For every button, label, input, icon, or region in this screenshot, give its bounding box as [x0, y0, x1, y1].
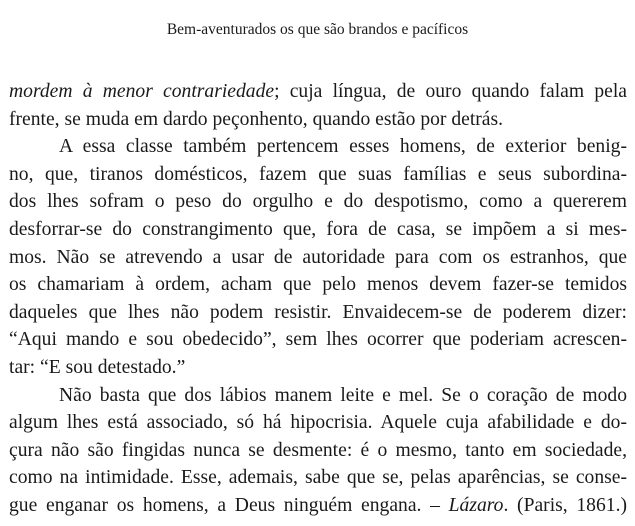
text-line: desforrar-se do constrangimento que, fora de casa, se impõem a si mes-	[9, 218, 627, 240]
text-segment: gue enganar os homens, a Deus ninguém engana. –	[9, 494, 449, 516]
text-segment: ; cuja língua, de ouro quando falam pela	[274, 81, 627, 102]
text-line: çura não são fingidas nunca se desmente: é o mesmo, tanto em sociedade,	[9, 439, 627, 461]
text-line: mos. Não se atrevendo a usar de autoridade para com os estranhos, que	[9, 246, 627, 268]
running-header: Bem-aventurados os que são brandos e pacíficos	[166, 21, 469, 38]
text-line: os chamariam à ordem, acham que pelo menos devem fazer-se temidos	[9, 274, 627, 296]
body-text	[9, 78, 627, 520]
paragraph-2	[9, 133, 627, 381]
text-line: como na intimidade. Esse, ademais, sabe que se, pelas aparências, se conse-	[9, 467, 627, 489]
text-line: Não basta que dos lábios manem leite e mel. Se o coração de modo	[59, 384, 627, 406]
italic-phrase: mordem à menor contrariedade	[9, 81, 275, 102]
source-note: . (Paris, 1861.)	[503, 494, 627, 516]
paragraph-1	[9, 78, 627, 133]
text-line: tar: “E sou detestado.”	[9, 356, 186, 378]
paragraph-3	[9, 382, 627, 520]
text-line: no, que, tiranos domésticos, fazem que suas famílias e seus subordina-	[9, 163, 627, 185]
text-line: daqueles que lhes não podem resistir. Envaidecem-se de poderem dizer:	[9, 301, 627, 323]
text-line: algum lhes está associado, só há hipocrisia. Aquele cuja afabilidade e do-	[9, 412, 627, 434]
text-line: A essa classe também pertencem esses homens, de exterior benig-	[59, 136, 627, 158]
author-signature: Lázaro	[448, 494, 504, 516]
text-line: dos lhes sofram o peso do orgulho e do despotismo, como a quererem	[9, 191, 627, 213]
text-line: “Aqui mando e sou obedecido”, sem lhes ocorrer que poderiam acrescen-	[9, 329, 627, 351]
text-line	[9, 78, 627, 106]
text-line: frente, se muda em dardo peçonhento, quando estão por detrás.	[9, 108, 504, 130]
text-line	[9, 492, 627, 520]
